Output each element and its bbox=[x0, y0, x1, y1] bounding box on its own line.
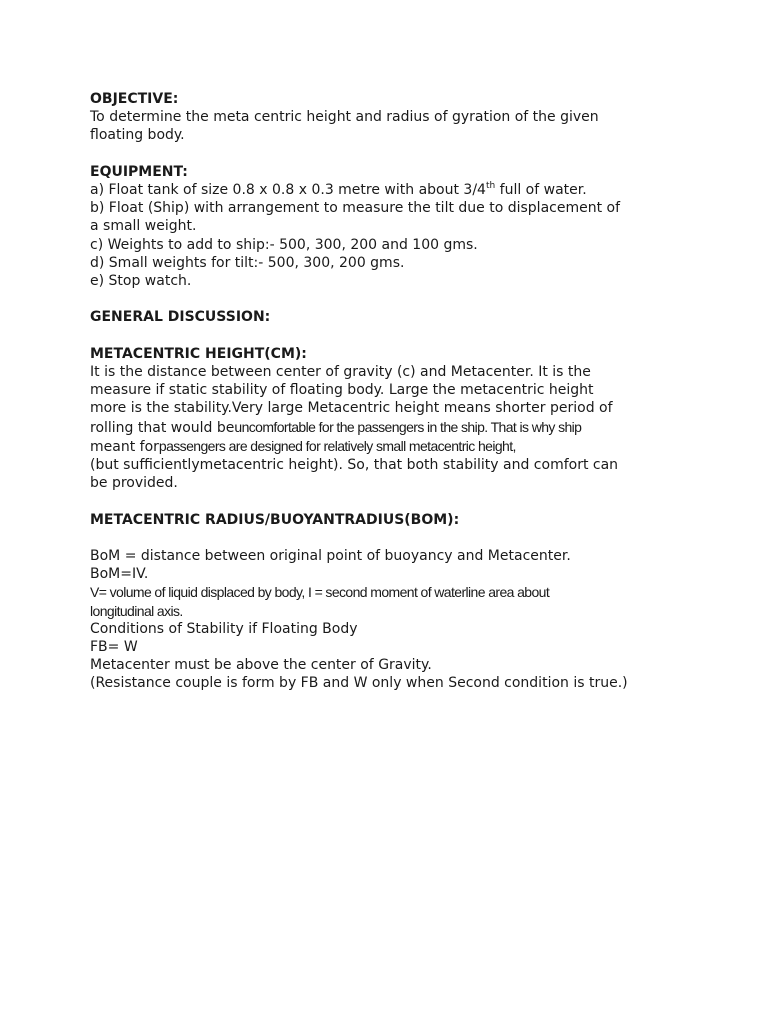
text-run-condensed: passengers are designed for relatively small metacentric height, bbox=[158, 437, 516, 454]
metacentric-radius-text-line: FB= W bbox=[90, 639, 138, 656]
objective-text-line: floating body. bbox=[90, 127, 185, 144]
objective-text-line: To determine the meta centric height and radius of gyration of the given bbox=[90, 109, 599, 126]
metacentric-height-text-line: (but sufficientlymetacentric height). So, that both stability and comfort can bbox=[90, 457, 619, 474]
equipment-heading: EQUIPMENT: bbox=[90, 163, 188, 180]
spacer bbox=[90, 492, 690, 510]
text-run: meant for bbox=[90, 438, 159, 455]
metacentric-radius-text-line: Conditions of Stability if Floating Body bbox=[90, 620, 358, 637]
general-discussion-heading: GENERAL DISCUSSION: bbox=[90, 309, 271, 326]
superscript-th: th bbox=[485, 181, 496, 191]
equipment-item-e: e) Stop watch. bbox=[90, 273, 192, 290]
metacentric-radius-text-line: Metacenter must be above the center of Gravity. bbox=[90, 657, 432, 674]
metacentric-height-text-line: be provided. bbox=[90, 475, 178, 492]
metacentric-radius-text-line: BoM = distance between original point of buoyancy and Metacenter. bbox=[90, 548, 571, 564]
equipment-item-d: d) Small weights for tilt:- 500, 300, 200 gms. bbox=[90, 254, 405, 271]
spacer bbox=[90, 327, 690, 345]
metacentric-height-text-line: It is the distance between center of gravity (c) and Metacenter. It is the bbox=[90, 364, 591, 380]
equipment-item-c: c) Weights to add to ship:- 500, 300, 200 and 100 gms. bbox=[90, 236, 478, 253]
spacer bbox=[90, 145, 690, 163]
metacentric-radius-heading: METACENTRIC RADIUS/BUOYANTRADIUS(BOM): bbox=[90, 511, 460, 528]
metacentric-height-text-line bbox=[90, 437, 690, 456]
equipment-item-a bbox=[90, 181, 690, 199]
text-run-condensed: uncomfortable for the passengers in the ship. That is why ship bbox=[234, 418, 582, 435]
document-page bbox=[90, 90, 690, 693]
metacentric-radius-text-line: BoM=IV. bbox=[90, 566, 149, 583]
spacer bbox=[90, 290, 690, 308]
metacentric-height-heading: METACENTRIC HEIGHT(CM): bbox=[90, 345, 307, 362]
equipment-item-b: b) Float (Ship) with arrangement to measure the tilt due to displacement of bbox=[90, 200, 621, 217]
metacentric-radius-text-line: longitudinal axis. bbox=[90, 602, 183, 619]
equipment-item-b-cont: a small weight. bbox=[90, 218, 197, 235]
equipment-item-a-text: a) Float tank of size 0.8 x 0.8 x 0.3 metre with about 3/4 bbox=[90, 182, 486, 198]
metacentric-height-text-line: more is the stability.Very large Metacentric height means shorter period of bbox=[90, 400, 613, 417]
text-run: rolling that would be bbox=[90, 419, 235, 436]
objective-heading: OBJECTIVE: bbox=[90, 91, 179, 107]
metacentric-height-text-line: measure if static stability of floating body. Large the metacentric height bbox=[90, 382, 594, 399]
metacentric-radius-text-line: (Resistance couple is form by FB and W only when Second condition is true.) bbox=[90, 675, 628, 692]
spacer bbox=[90, 529, 690, 547]
equipment-item-a-tail: full of water. bbox=[495, 182, 587, 198]
metacentric-height-text-line bbox=[90, 418, 690, 437]
metacentric-radius-text-line: V= volume of liquid displaced by body, I = second moment of waterline area about bbox=[90, 584, 550, 601]
